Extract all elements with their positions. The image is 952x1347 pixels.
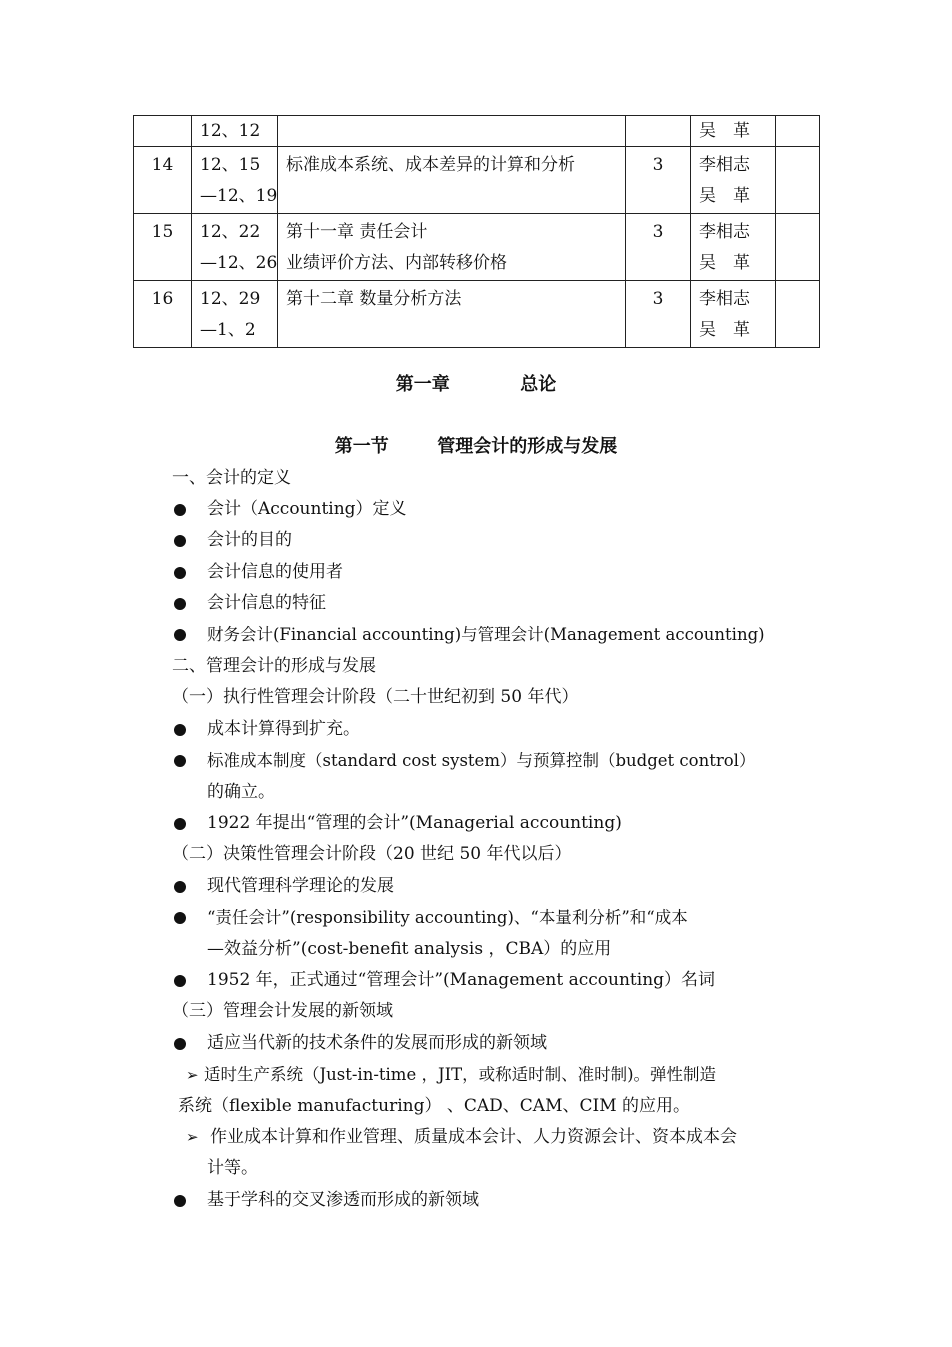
chapter-number: 第一章 (395, 374, 450, 395)
heading-level-1: 一、会计的定义 (172, 468, 291, 488)
section-title (0, 432, 952, 458)
arrow-bullet-icon: ➢ (186, 1065, 199, 1084)
cell-week-no: 16 (134, 281, 192, 348)
topic-line: 业绩评价方法、内部转移价格 (286, 253, 507, 273)
list-item-text: 适应当代新的技术条件的发展而形成的新领域 (207, 1032, 547, 1053)
teacher-line: 李相志 (699, 155, 750, 175)
chapter-title (0, 370, 952, 396)
sub-list-item-text: 作业成本计算和作业管理、质量成本会计、人力资源会计、资本成本会 (210, 1127, 737, 1148)
section-number: 第一节 (334, 436, 389, 457)
list-item (172, 902, 817, 934)
subheading: （一）执行性管理会计阶段（二十世纪初到 50 年代） (172, 687, 579, 708)
bullet-dot-icon (174, 1195, 186, 1207)
cell-remark (776, 214, 820, 281)
sub-list-item-continuation: 计等。 (207, 1158, 258, 1179)
topic-line: 第十二章 数量分析方法 (286, 289, 462, 309)
list-item-text: 财务会计(Financial accounting)与管理会计(Management accounting) (207, 625, 765, 645)
list-item-text: 基于学科的交叉渗透而形成的新领域 (207, 1189, 479, 1210)
bullet-dot-icon (174, 535, 186, 547)
teacher-line: 李相志 (699, 222, 750, 242)
chapter-content (172, 463, 817, 1216)
date-line: 12、22 (200, 222, 261, 242)
teacher-line: 吴 革 (699, 253, 750, 273)
list-item (172, 1185, 817, 1216)
cell-teacher (691, 116, 776, 147)
bullet-dot-icon (174, 1038, 186, 1050)
cell-topic (278, 116, 626, 147)
cell-week-no: 14 (134, 147, 192, 214)
bullet-dot-icon (174, 881, 186, 893)
cell-hours: 3 (626, 147, 691, 214)
topic-line: 标准成本系统、成本差异的计算和分析 (286, 155, 575, 175)
subheading: （二）决策性管理会计阶段（20 世纪 50 年代以后） (172, 844, 572, 865)
list-item-text: 1922 年提出“管理的会计”(Managerial accounting) (207, 813, 622, 834)
list-item-text: “责任会计”(responsibility accounting)、“本量利分析”和“成本 (207, 907, 688, 927)
cell-date (192, 116, 278, 147)
list-item-text: 现代管理科学理论的发展 (207, 875, 394, 896)
cell-remark (776, 281, 820, 348)
bullet-dot-icon (174, 724, 186, 736)
sub-list-item (172, 1059, 817, 1091)
cell-week-no: 15 (134, 214, 192, 281)
date-line: —12、26 (200, 253, 278, 273)
table-row (134, 214, 820, 281)
cell-hours: 3 (626, 281, 691, 348)
list-item (172, 714, 817, 745)
bullet-dot-icon (174, 755, 186, 767)
cell-hours (626, 116, 691, 147)
list-item-text: 会计（Accounting）定义 (207, 499, 407, 520)
teacher-line: 吴 革 (699, 320, 750, 340)
list-item-text: 会计的目的 (207, 530, 292, 551)
sub-list-item-continuation: 系统（flexible manufacturing） 、CAD、CAM、CIM 的应用。 (178, 1096, 691, 1117)
section-name: 管理会计的形成与发展 (437, 436, 618, 457)
cell-topic (278, 147, 626, 214)
list-item (172, 871, 817, 902)
cell-date (192, 147, 278, 214)
subheading: （三）管理会计发展的新领域 (172, 1001, 393, 1022)
list-item (172, 1028, 817, 1059)
topic-line: 第十一章 责任会计 (286, 222, 428, 242)
cell-teacher (691, 281, 776, 348)
list-item (172, 745, 817, 777)
bullet-dot-icon (174, 629, 186, 641)
list-item-text: 1952 年，正式通过“管理会计”(Management accounting）名词 (207, 970, 716, 991)
bullet-dot-icon (174, 567, 186, 579)
cell-remark (776, 116, 820, 147)
teacher-line: 李相志 (699, 289, 750, 309)
cell-date (192, 214, 278, 281)
bullet-dot-icon (174, 504, 186, 516)
cell-hours: 3 (626, 214, 691, 281)
bullet-dot-icon (174, 818, 186, 830)
table-row (134, 116, 820, 147)
date-line: 12、29 (200, 289, 261, 309)
list-item-continuation: —效益分析”(cost-benefit analysis ，CBA）的应用 (207, 939, 612, 960)
date-line: 12、15 (200, 155, 261, 175)
teacher-line: 吴 革 (699, 186, 750, 206)
cell-topic (278, 281, 626, 348)
cell-date (192, 281, 278, 348)
cell-remark (776, 147, 820, 214)
chapter-name: 总论 (520, 374, 557, 395)
table-row (134, 281, 820, 348)
date-line: 12、12 (200, 121, 261, 141)
list-item-text: 标准成本制度（standard cost system）与预算控制（budget control） (207, 750, 756, 770)
list-item (172, 525, 817, 556)
list-item (172, 808, 817, 839)
list-item (172, 588, 817, 619)
heading-level-1: 二、管理会计的形成与发展 (172, 656, 376, 677)
cell-teacher (691, 214, 776, 281)
list-item (172, 494, 817, 525)
list-item-text: 会计信息的使用者 (207, 561, 343, 582)
sub-list-item-text: 适时生产系统（Just-in-time ，JIT，或称适时制、准时制)。弹性制造 (204, 1064, 717, 1084)
list-item-text: 会计信息的特征 (207, 592, 326, 613)
bullet-dot-icon (174, 975, 186, 987)
date-line: —12、19 (200, 186, 278, 206)
list-item (172, 619, 817, 651)
list-item-continuation: 的确立。 (207, 782, 275, 803)
cell-teacher (691, 147, 776, 214)
list-item (172, 965, 817, 996)
bullet-dot-icon (174, 598, 186, 610)
arrow-bullet-icon: ➢ (186, 1128, 199, 1147)
table-row (134, 147, 820, 214)
bullet-dot-icon (174, 912, 186, 924)
cell-topic (278, 214, 626, 281)
list-item (172, 557, 817, 588)
teacher-line: 吴 革 (699, 121, 750, 141)
list-item-text: 成本计算得到扩充。 (207, 718, 360, 739)
date-line: —1、2 (200, 320, 256, 340)
sub-list-item (172, 1122, 817, 1153)
course-schedule-table (133, 115, 820, 348)
cell-week-no (134, 116, 192, 147)
